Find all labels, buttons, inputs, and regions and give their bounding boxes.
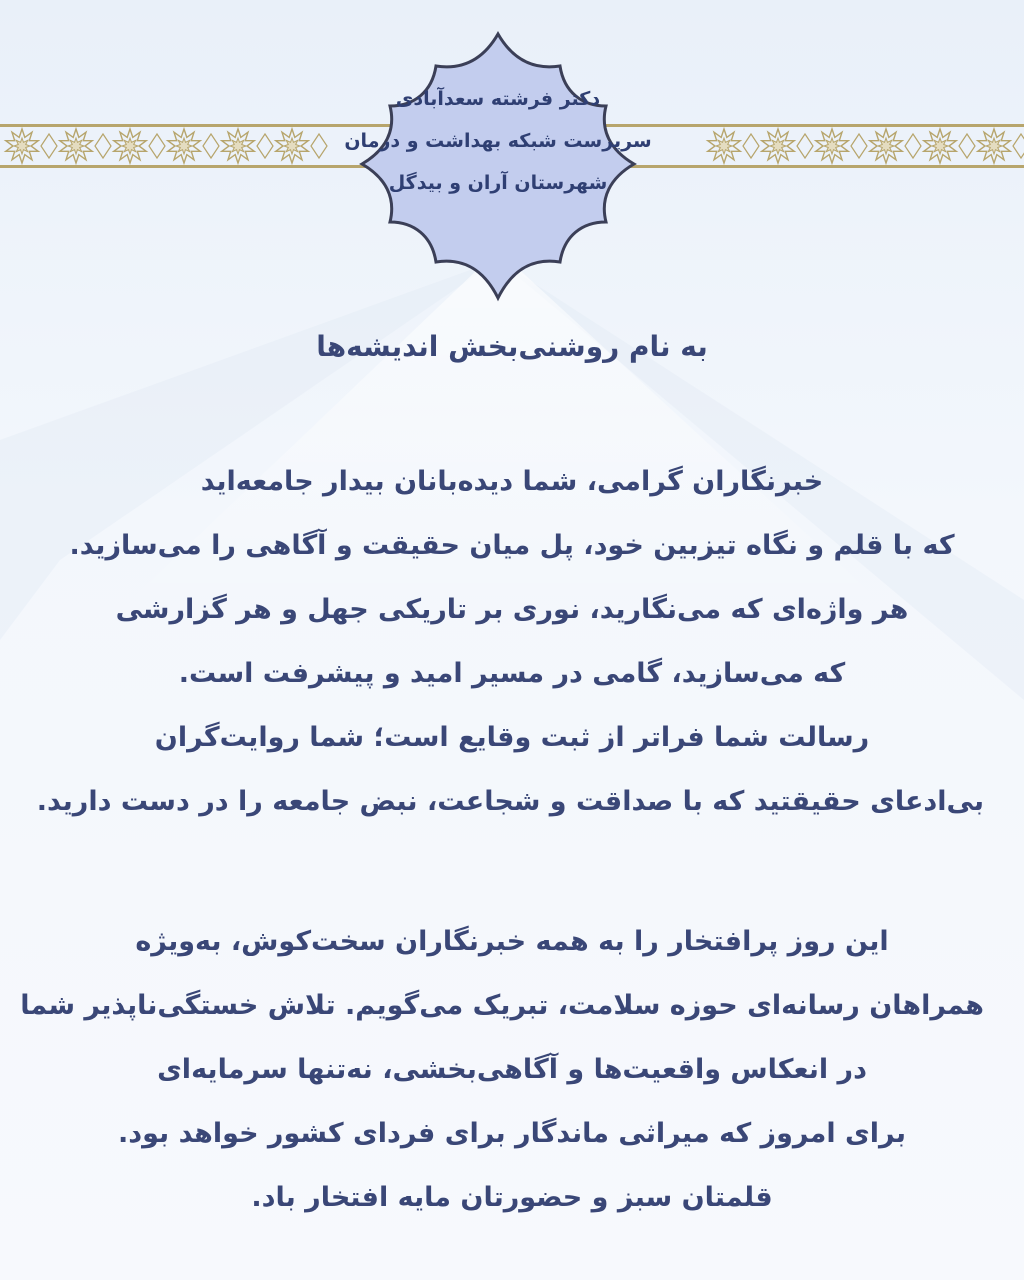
geometric-star-ornament-icon <box>257 134 273 158</box>
badge-line-name: دکتر فرشته سعدآبادی <box>395 88 601 110</box>
paragraph-1-line: رسالت شما فراتر از ثبت وقایع است؛ شما روایت‌گران <box>154 722 870 753</box>
geometric-star-ornament-icon <box>716 138 732 154</box>
geometric-star-ornament-icon <box>905 134 921 158</box>
geometric-star-ornament-icon <box>878 138 894 154</box>
geometric-star-ornament-icon <box>1013 134 1024 158</box>
message-paragraph-1 <box>36 450 984 834</box>
paragraph-2-line: در انعکاس واقعیت‌ها و آگاهی‌بخشی، نه‌تنها سرمایه‌ای <box>157 1054 867 1085</box>
paragraph-1-line: خبرنگاران گرامی، شما دیده‌بانان بیدار جامعه‌اید <box>200 466 824 497</box>
geometric-star-ornament-icon <box>95 134 111 158</box>
badge-text <box>338 78 658 204</box>
geometric-star-ornament-icon <box>959 134 975 158</box>
geometric-star-ornament-icon <box>932 138 948 154</box>
paragraph-2-line: همراهان رسانه‌ای حوزه سلامت، تبریک می‌گویم. تلاش خستگی‌ناپذیر شما <box>20 990 984 1021</box>
geometric-star-ornament-icon <box>311 134 327 158</box>
message-paragraph-2 <box>20 910 984 1230</box>
geometric-star-ornament-icon <box>284 138 300 154</box>
paragraph-1-line: بی‌ادعای حقیقتید که با صداقت و شجاعت، نبض جامعه را در دست دارید. <box>36 786 984 817</box>
geometric-star-ornament-icon <box>851 134 867 158</box>
geometric-star-ornament-icon <box>797 134 813 158</box>
geometric-star-ornament-icon <box>41 134 57 158</box>
geometric-star-ornament-icon <box>203 134 219 158</box>
paragraph-1-line: هر واژه‌ای که می‌نگارید، نوری بر تاریکی جهل و هر گزارشی <box>115 594 909 625</box>
badge-line-position: سرپرست شبکه بهداشت و درمان <box>344 130 652 152</box>
geometric-star-ornament-icon <box>14 138 30 154</box>
geometric-star-ornament-icon <box>122 138 138 154</box>
geometric-star-ornament-icon <box>68 138 84 154</box>
geometric-star-ornament-icon <box>149 134 165 158</box>
geometric-star-ornament-icon <box>230 138 246 154</box>
page-title: به نام روشنی‌بخش اندیشه‌ها <box>316 330 708 363</box>
geometric-star-ornament-icon <box>743 134 759 158</box>
paragraph-1-line: که می‌سازید، گامی در مسیر امید و پیشرفت است. <box>178 658 846 689</box>
geometric-star-ornament-icon <box>176 138 192 154</box>
paragraph-1-line: که با قلم و نگاه تیزبین خود، پل میان حقیقت و آگاهی را می‌سازید. <box>69 530 955 561</box>
geometric-star-ornament-icon <box>770 138 786 154</box>
geometric-star-ornament-icon <box>824 138 840 154</box>
paragraph-2-line: قلمتان سبز و حضورتان مایه افتخار باد. <box>251 1182 773 1213</box>
paragraph-2-line: برای امروز که میراثی ماندگار برای فردای کشور خواهد بود. <box>118 1118 906 1149</box>
badge-line-city: شهرستان آران و بیدگل <box>388 172 608 194</box>
paragraph-2-line: این روز پرافتخار را به همه خبرنگاران سخت‌کوش، به‌ویژه <box>135 926 889 957</box>
geometric-star-ornament-icon <box>986 138 1002 154</box>
